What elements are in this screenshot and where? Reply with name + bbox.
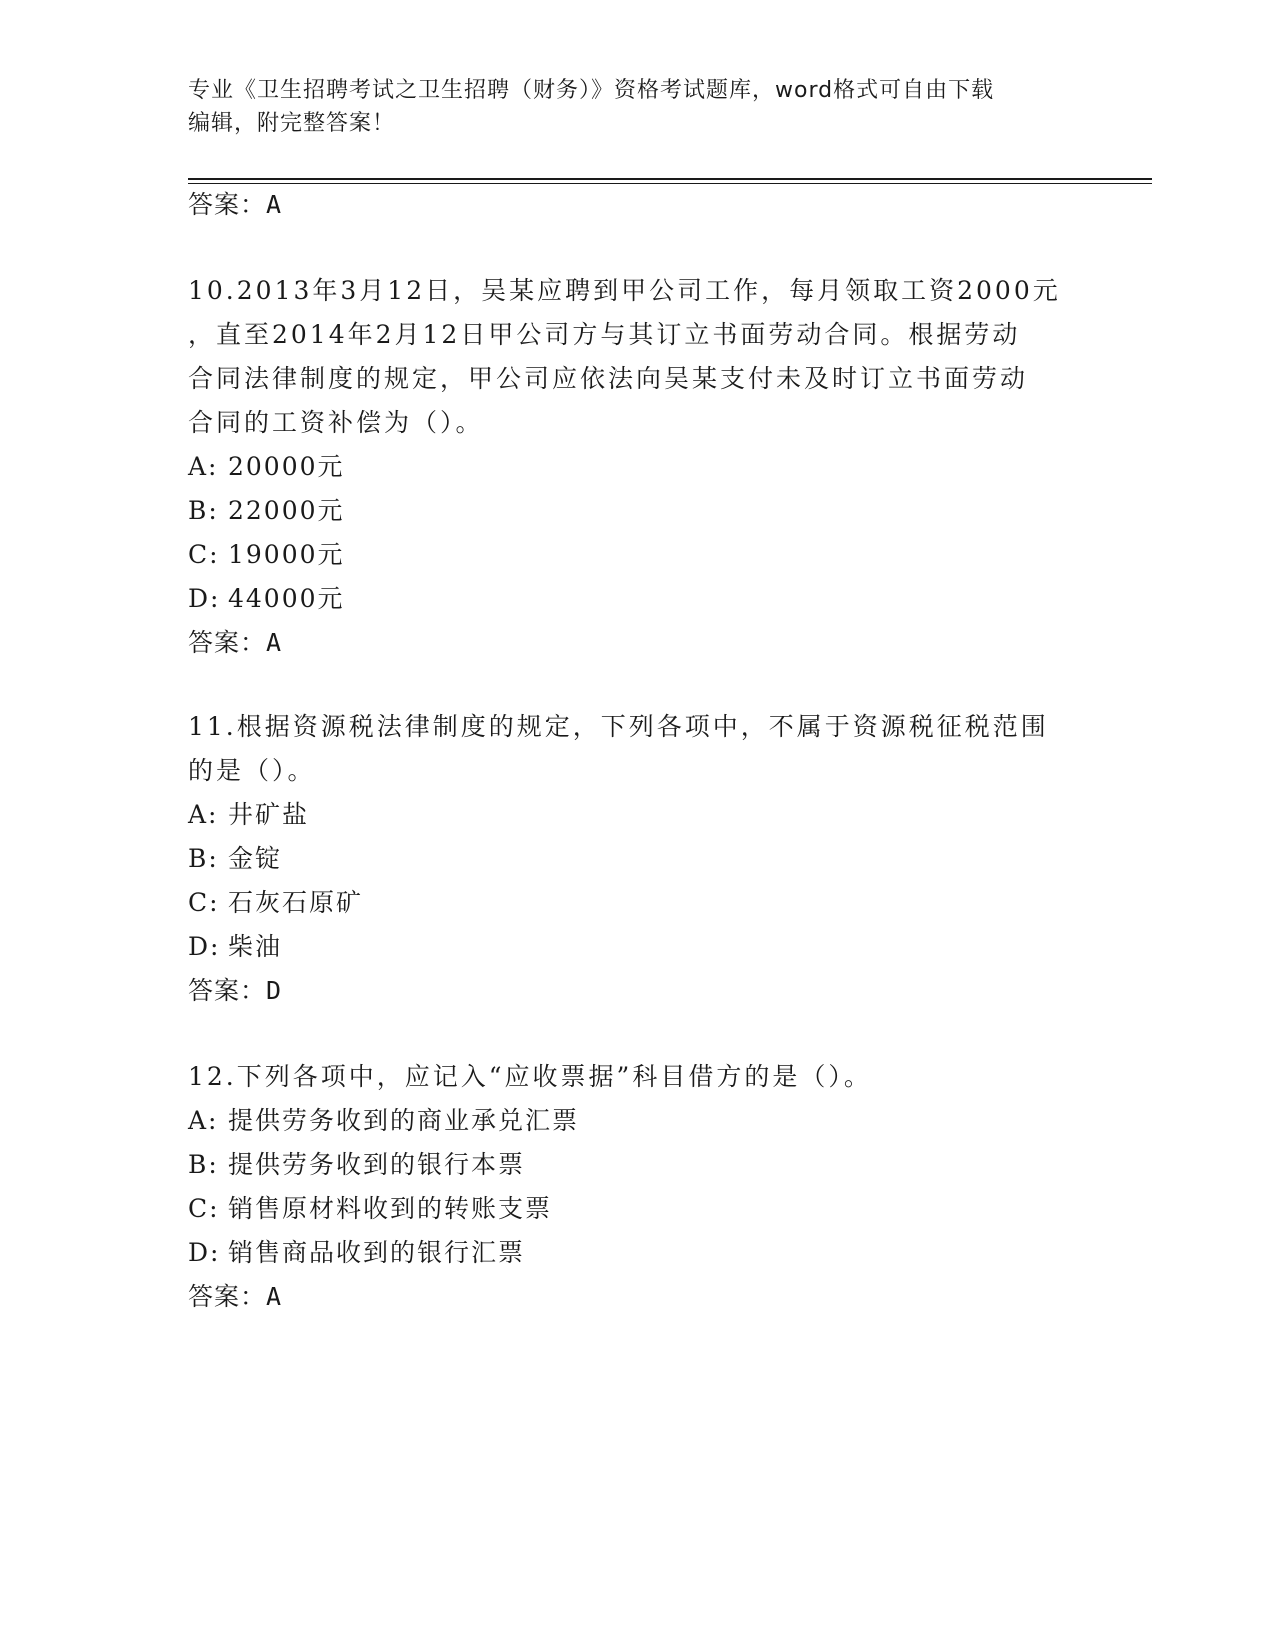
question-12-option-c xyxy=(188,1194,552,1224)
question-10-line-1: 10.2013年3月12日，吴某应聘到甲公司工作，每月领取工资2000元 xyxy=(188,276,1061,305)
option-letter: D: xyxy=(188,1238,221,1267)
previous-answer xyxy=(188,190,282,220)
question-12-line-1: 12.下列各项中，应记入“应收票据”科目借方的是（）。 xyxy=(188,1062,872,1091)
answer-value: D xyxy=(266,976,283,1005)
option-letter: B: xyxy=(188,844,219,873)
option-text: 金锭 xyxy=(228,844,283,873)
answer-value: A xyxy=(266,1282,283,1311)
question-12-answer xyxy=(188,1282,282,1312)
header-rule-thin xyxy=(188,183,1152,184)
option-letter: D: xyxy=(188,932,221,961)
option-letter: D: xyxy=(188,584,221,613)
header-rule-thick xyxy=(188,178,1152,180)
question-11-option-b xyxy=(188,844,282,874)
question-12-option-a xyxy=(188,1106,579,1136)
header-line-1: 专业《卫生招聘考试之卫生招聘（财务）》资格考试题库，word格式可自由下载 xyxy=(188,78,995,103)
option-text: 22000元 xyxy=(228,496,345,525)
question-11-answer xyxy=(188,976,282,1006)
question-10-option-d xyxy=(188,584,345,614)
option-letter: C: xyxy=(188,888,220,917)
option-letter: A: xyxy=(188,800,219,829)
answer-label: 答案： xyxy=(188,190,267,219)
answer-label: 答案： xyxy=(188,1282,267,1311)
option-letter: B: xyxy=(188,496,219,525)
question-10-line-2: ，直至2014年2月12日甲公司方与其订立书面劳动合同。根据劳动 xyxy=(188,320,1021,349)
option-text: 提供劳务收到的银行本票 xyxy=(228,1150,526,1179)
answer-label: 答案： xyxy=(188,628,267,657)
question-10-option-a xyxy=(188,452,345,482)
answer-value: A xyxy=(266,628,283,657)
option-text: 19000元 xyxy=(228,540,345,569)
option-text: 20000元 xyxy=(228,452,345,481)
question-10-option-b xyxy=(188,496,345,526)
question-10-option-c xyxy=(188,540,345,570)
question-11-option-a xyxy=(188,800,309,830)
header-line-2: 编辑，附完整答案！ xyxy=(188,111,396,136)
option-letter: C: xyxy=(188,540,220,569)
option-text: 44000元 xyxy=(228,584,345,613)
question-11-option-d xyxy=(188,932,282,962)
question-11-line-1: 11.根据资源税法律制度的规定，下列各项中，不属于资源税征税范围 xyxy=(188,712,1049,741)
option-text: 销售商品收到的银行汇票 xyxy=(228,1238,526,1267)
answer-label: 答案： xyxy=(188,976,267,1005)
option-letter: A: xyxy=(188,452,219,481)
answer-value: A xyxy=(266,190,283,219)
option-letter: B: xyxy=(188,1150,219,1179)
document-header xyxy=(188,74,1068,140)
option-letter: C: xyxy=(188,1194,220,1223)
option-text: 井矿盐 xyxy=(228,800,310,829)
question-10-answer xyxy=(188,628,282,658)
question-11-line-2: 的是（）。 xyxy=(188,756,316,785)
option-text: 石灰石原矿 xyxy=(228,888,364,917)
question-10-line-3: 合同法律制度的规定，甲公司应依法向吴某支付未及时订立书面劳动 xyxy=(188,364,1029,393)
option-letter: A: xyxy=(188,1106,219,1135)
option-text: 销售原材料收到的转账支票 xyxy=(228,1194,553,1223)
question-12-option-d xyxy=(188,1238,525,1268)
option-text: 提供劳务收到的商业承兑汇票 xyxy=(228,1106,580,1135)
question-12-option-b xyxy=(188,1150,525,1180)
option-text: 柴油 xyxy=(228,932,283,961)
question-10-line-4: 合同的工资补偿为（）。 xyxy=(188,408,484,437)
question-11-option-c xyxy=(188,888,363,918)
